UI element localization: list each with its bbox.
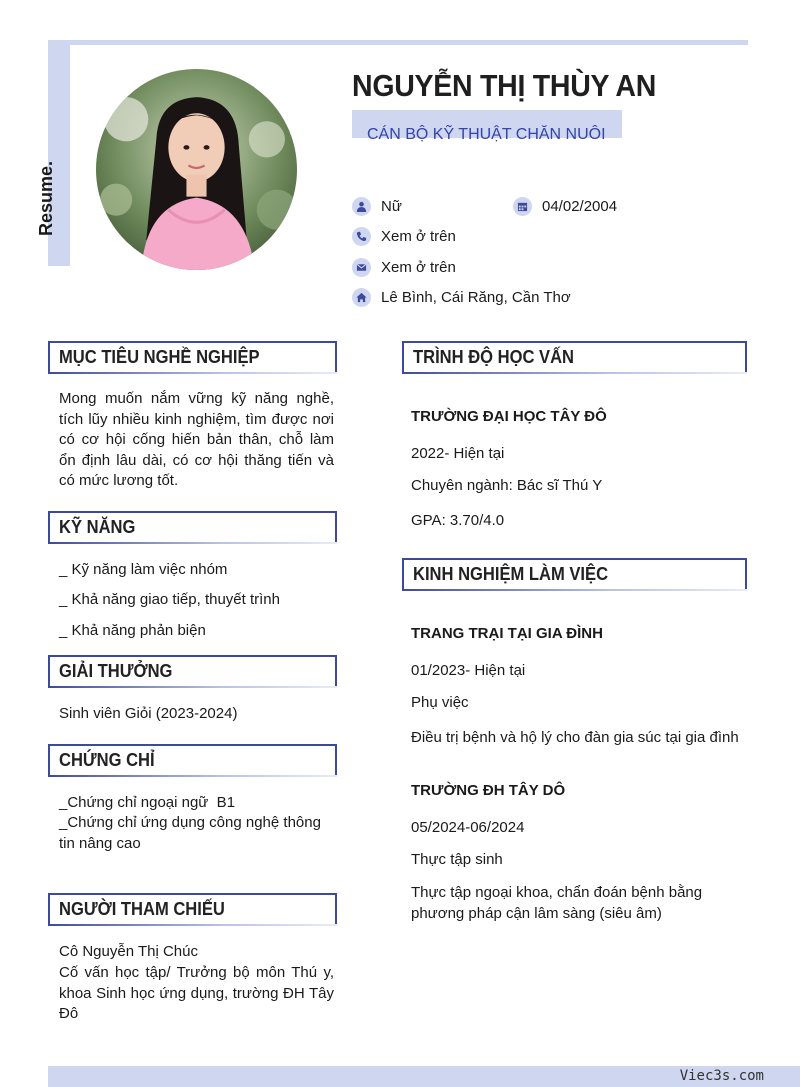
section-awards xyxy=(48,655,337,688)
info-birthdate xyxy=(513,197,617,216)
gender-value: Nữ xyxy=(381,198,402,215)
info-address xyxy=(352,288,571,307)
job-company: TRƯỜNG ĐH TÂY DÔ xyxy=(411,782,566,799)
job-period: 05/2024-06/2024 xyxy=(411,819,525,836)
info-email xyxy=(352,258,456,277)
job-role: Thực tập sinh xyxy=(411,851,503,868)
reference-detail: Cố vấn học tập/ Trưởng bộ môn Thú y, khoa Sinh học ứng dụng, trường ĐH Tây Đô xyxy=(59,964,334,1022)
section-education xyxy=(402,341,747,374)
section-title: KỸ NĂNG xyxy=(59,517,136,537)
email-value: Xem ở trên xyxy=(381,259,456,276)
section-title: NGƯỜI THAM CHIẾU xyxy=(59,899,225,919)
certificate-item: _Chứng chỉ ngoại ngữ B1 xyxy=(59,794,236,811)
address-value: Lê Bình, Cái Răng, Cần Thơ xyxy=(381,289,571,306)
education-school: TRƯỜNG ĐẠI HỌC TÂY ĐÔ xyxy=(411,408,607,425)
certificate-item: _Chứng chỉ ứng dụng công nghệ thông tin nâng cao xyxy=(59,814,321,852)
education-major: Chuyên ngành: Bác sĩ Thú Y xyxy=(411,477,603,494)
objective-text: Mong muốn nắm vững kỹ năng nghề, tích lũy nhiều kinh nghiệm, tìm được nơi có cơ hội cống hiến bản thân, chỗ làm ổn định lâu dài, có cơ hội thăng tiến và có mức lương tốt. xyxy=(59,390,334,489)
calendar-icon xyxy=(513,197,532,216)
section-title: KINH NGHIỆM LÀM VIỆC xyxy=(413,564,609,584)
section-skills xyxy=(48,511,337,544)
skill-item: _ Khả năng giao tiếp, thuyết trình xyxy=(59,591,280,608)
section-title: MỤC TIÊU NGHỀ NGHIỆP xyxy=(59,347,260,367)
footer-brand[interactable]: Viec3s.com xyxy=(679,1068,764,1084)
info-gender xyxy=(352,197,402,216)
skill-item: _ Kỹ năng làm việc nhóm xyxy=(59,561,228,578)
job-period: 01/2023- Hiện tại xyxy=(411,662,526,679)
mail-icon xyxy=(352,258,371,277)
job-desc: Điều trị bệnh và hộ lý cho đàn gia súc tại gia đình xyxy=(411,729,739,746)
skill-item: _ Khả năng phản biện xyxy=(59,622,206,639)
job-title: CÁN BỘ KỸ THUẬT CHĂN NUÔI xyxy=(367,126,606,143)
birthdate-value: 04/02/2004 xyxy=(542,198,618,215)
job-desc: Thực tập ngoại khoa, chẩn đoán bệnh bằng phương pháp cận lâm sàng (siêu âm) xyxy=(411,884,703,922)
section-title: GIẢI THƯỞNG xyxy=(59,661,173,681)
user-icon xyxy=(352,197,371,216)
award-item: Sinh viên Giỏi (2023-2024) xyxy=(59,705,238,722)
job-company: TRANG TRẠI TẠI GIA ĐÌNH xyxy=(411,625,603,642)
section-title: CHỨNG CHỈ xyxy=(59,750,155,770)
section-references xyxy=(48,893,337,926)
home-icon xyxy=(352,288,371,307)
reference-name: Cô Nguyễn Thị Chúc xyxy=(59,943,198,960)
top-accent-bar xyxy=(48,40,748,45)
candidate-name: NGUYỄN THỊ THÙY AN xyxy=(352,68,657,103)
section-experience xyxy=(402,558,747,591)
resume-label: Resume. xyxy=(36,160,56,236)
phone-value: Xem ở trên xyxy=(381,228,456,245)
info-phone xyxy=(352,227,456,246)
section-objective xyxy=(48,341,337,374)
section-title: TRÌNH ĐỘ HỌC VẤN xyxy=(413,347,574,367)
avatar xyxy=(96,69,297,270)
section-certificates xyxy=(48,744,337,777)
phone-icon xyxy=(352,227,371,246)
job-role: Phụ việc xyxy=(411,694,469,711)
education-period: 2022- Hiện tại xyxy=(411,445,505,462)
education-gpa: GPA: 3.70/4.0 xyxy=(411,512,505,529)
